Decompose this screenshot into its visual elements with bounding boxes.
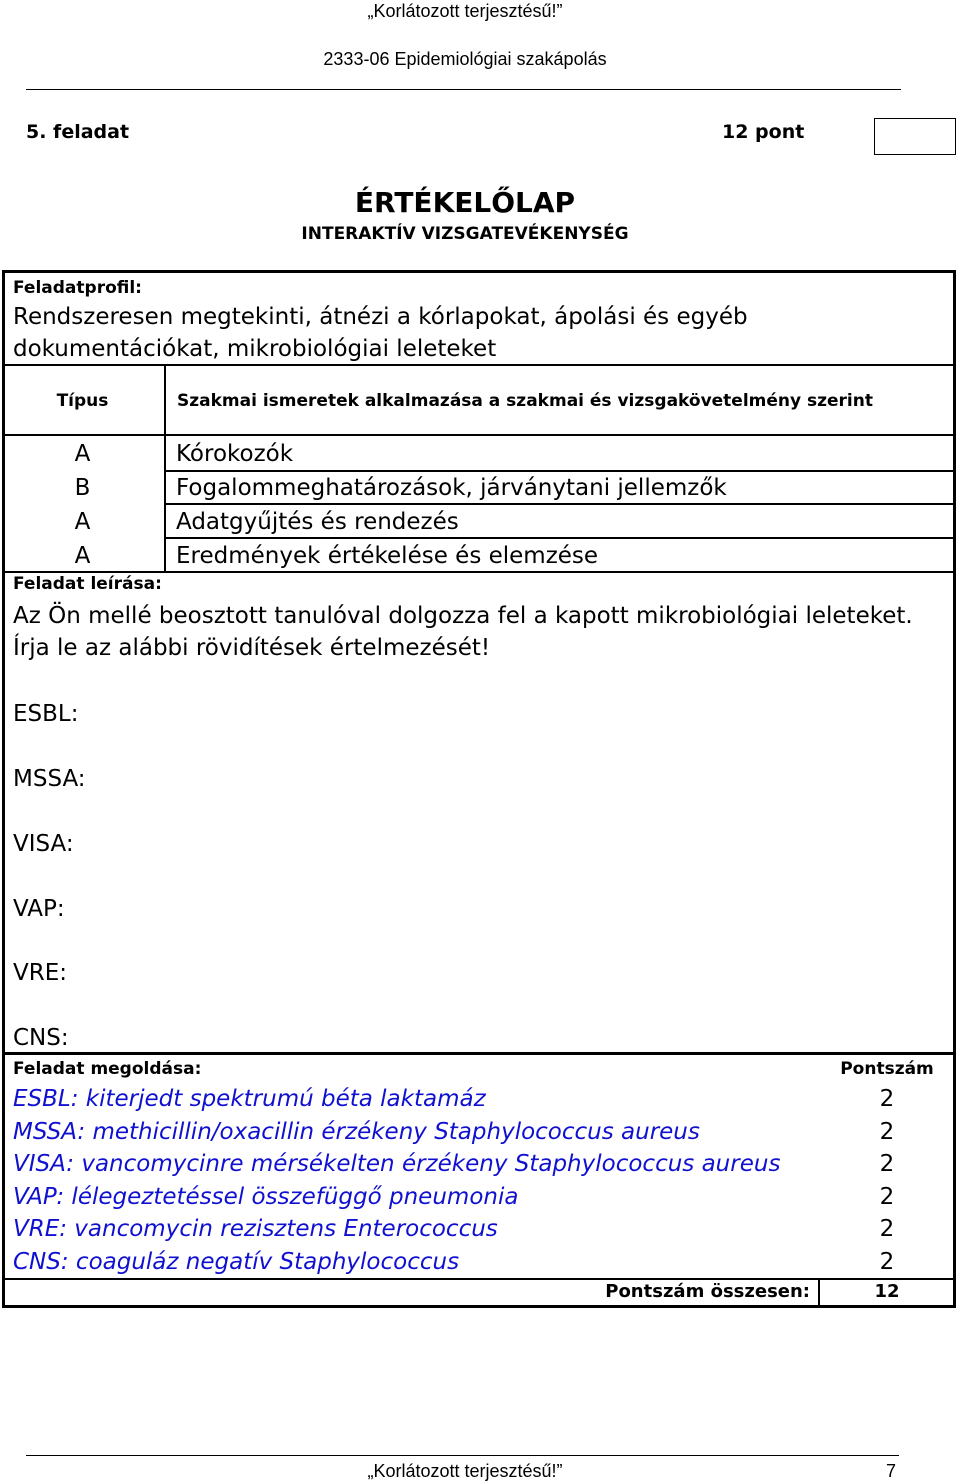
points-esbl: 2 (879, 1086, 895, 1112)
profile-line-2: dokumentációkat, mikrobiológiai leleteket (13, 336, 497, 362)
profile-line-1: Rendszeresen megtekinti, átnézi a kórlapokat, ápolási és egyéb (13, 304, 748, 330)
abbreviation-vap: VAP: (13, 896, 65, 922)
type-column-header: Típus (56, 391, 109, 411)
type-row-4-type: A (74, 543, 91, 569)
description-line-1: Az Ön mellé beosztott tanulóval dolgozza fel a kapott mikrobiológiai leleteket. (13, 603, 913, 629)
page-title: ÉRTÉKELŐLAP (354, 186, 576, 219)
page-subtitle: INTERAKTÍV VIZSGATEVÉKENYSÉG (301, 224, 629, 244)
score-box (874, 118, 956, 155)
total-divider (2, 1278, 956, 1280)
answer-list (13, 1083, 780, 1278)
header-module-title: 2333-06 Epidemiológiai szakápolás (323, 49, 607, 69)
type-row-1-desc: Kórokozók (176, 441, 294, 467)
table-divider (2, 434, 956, 436)
solution-divider (2, 1052, 956, 1055)
header-restricted-notice: „Korlátozott terjesztésű!” (367, 1, 563, 21)
page-number: 7 (886, 1461, 897, 1481)
type-row-4-desc: Eredmények értékelése és elemzése (176, 543, 599, 569)
profile-label: Feladatprofil: (13, 278, 142, 298)
answer-line-esbl: ESBL: kiterjedt spektrumú béta laktamáz (13, 1086, 486, 1112)
solution-label: Feladat megoldása: (13, 1059, 202, 1079)
abbreviation-esbl: ESBL: (13, 701, 79, 727)
points-vre: 2 (879, 1216, 895, 1242)
abbreviation-vre: VRE: (13, 960, 67, 986)
abbreviation-cns: CNS: (13, 1025, 69, 1051)
points-mssa: 2 (879, 1118, 895, 1145)
points-vap: 2 (879, 1183, 895, 1210)
answer-line-vre: VRE: vancomycin rezisztens Enterococcus (13, 1216, 498, 1242)
abbreviation-mssa: MSSA: (13, 766, 86, 792)
type-row-3-type: A (74, 509, 91, 535)
type-row-2-type: B (74, 475, 91, 501)
type-row-2-desc: Fogalommeghatározások, járványtani jellemzők (176, 475, 727, 501)
answer-line-vap: VAP: lélegeztetéssel összefüggő pneumonia (13, 1183, 519, 1210)
total-value: 12 (874, 1281, 900, 1302)
type-row-1-type: A (74, 441, 91, 467)
table-divider (2, 364, 956, 366)
points-cns: 2 (879, 1248, 895, 1275)
points-visa: 2 (879, 1151, 895, 1177)
footer-divider (26, 1455, 899, 1456)
desc-column-header: Szakmai ismeretek alkalmazása a szakmai és vizsgakövetelmény szerint (177, 391, 873, 411)
task-points: 12 pont (722, 121, 805, 143)
answer-line-cns: CNS: coaguláz negatív Staphylococcus (13, 1248, 460, 1275)
total-label: Pontszám összesen: (605, 1281, 810, 1302)
description-line-2: Írja le az alábbi rövidítések értelmezését! (13, 635, 491, 661)
answer-line-visa: VISA: vancomycinre mérsékelten érzékeny Staphylococcus aureus (13, 1151, 781, 1177)
task-number: 5. feladat (26, 121, 130, 143)
abbreviation-visa: VISA: (13, 831, 74, 857)
points-list (818, 1083, 956, 1278)
type-row-3-desc: Adatgyűjtés és rendezés (176, 509, 459, 535)
answer-line-mssa: MSSA: methicillin/oxacillin érzékeny Staphylococcus aureus (13, 1118, 700, 1145)
description-label: Feladat leírása: (13, 574, 162, 594)
header-divider (26, 89, 901, 90)
points-column-header: Pontszám (840, 1059, 934, 1079)
footer-restricted-notice: „Korlátozott terjesztésű!” (367, 1461, 563, 1481)
